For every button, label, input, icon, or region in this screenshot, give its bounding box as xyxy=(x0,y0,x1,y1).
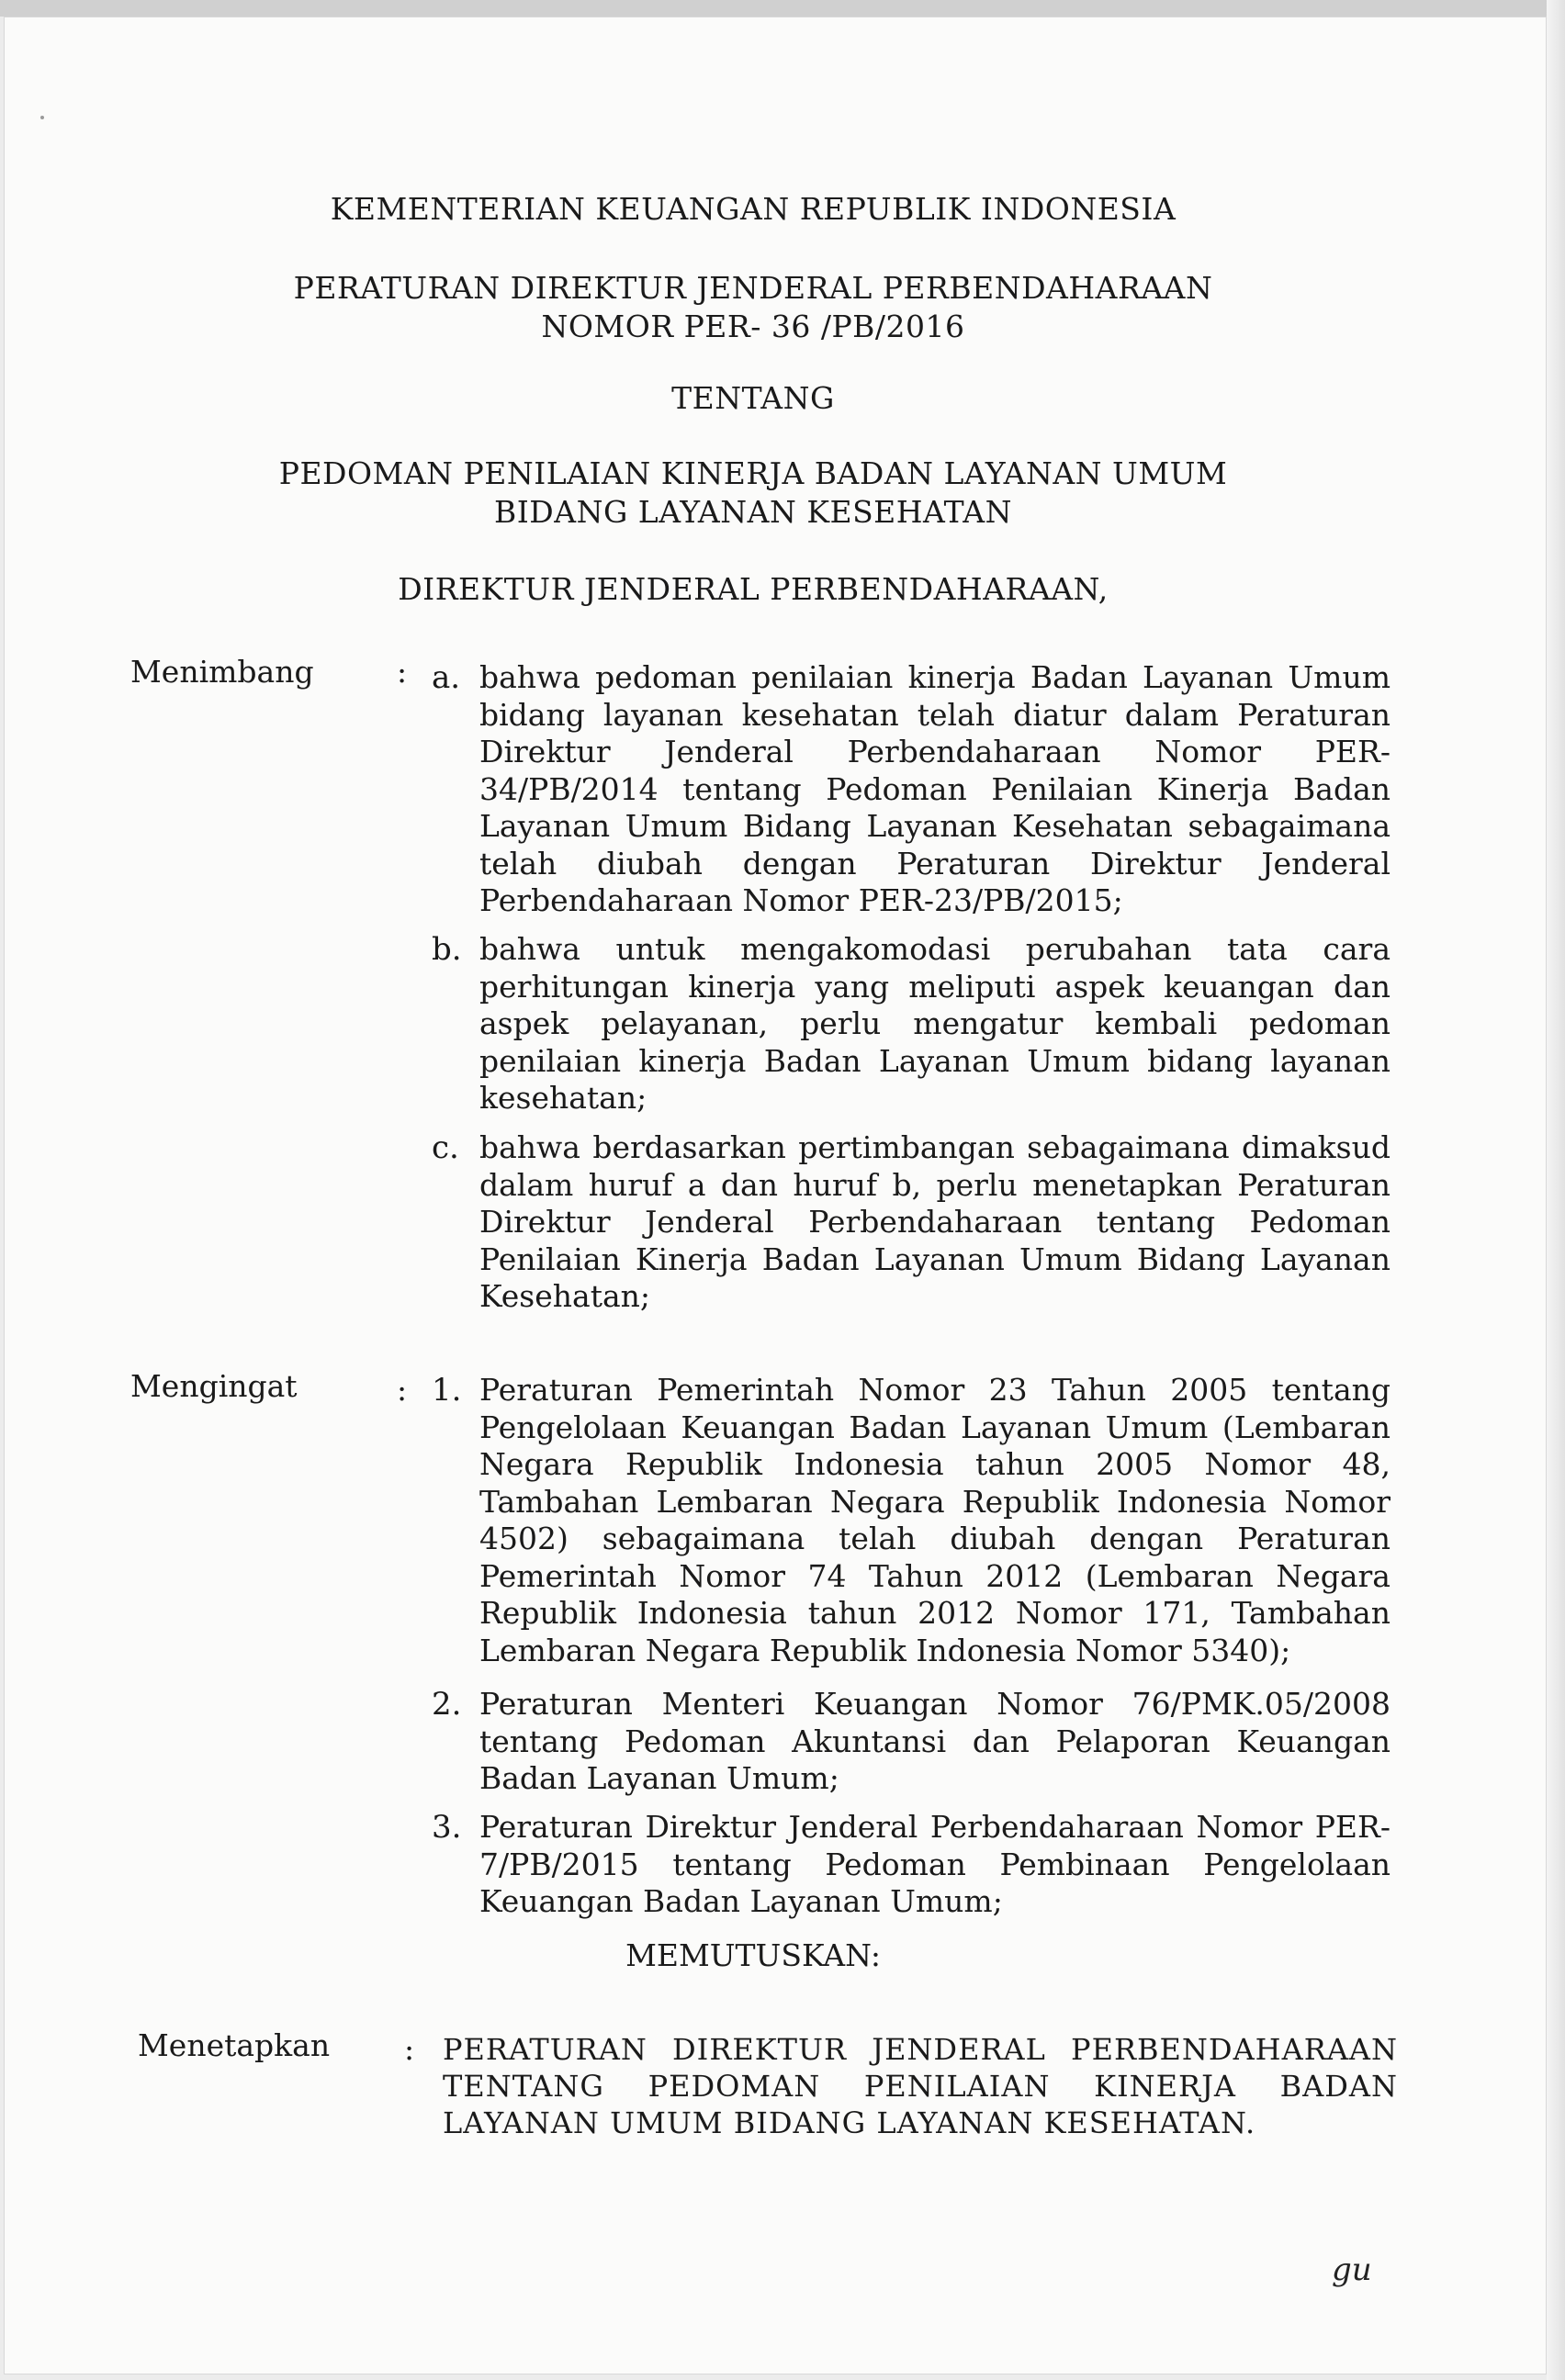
menimbang-c-text: bahwa berdasarkan pertimbangan sebagaimana dimaksud dalam huruf a dan huruf b, perlu menetapkan Peraturan Direktur Jenderal Perbendaharaan tentang Pedoman Penilaian Kinerja Badan Layanan Umum Bidang Layanan Kesehatan; xyxy=(479,1129,1390,1314)
subject-line-2: BIDANG LAYANAN KESEHATAN xyxy=(494,494,1012,530)
menimbang-b-marker: b. xyxy=(432,931,462,968)
scan-top-edge xyxy=(0,0,1565,17)
mengingat-3-text: Peraturan Direktur Jenderal Perbendaharaan Nomor PER-7/PB/2015 tentang Pedoman Pembinaan Pengelolaan Keuangan Badan Layanan Umum; xyxy=(479,1809,1390,1919)
menimbang-a-marker: a. xyxy=(432,659,461,696)
menetapkan-label: Menetapkan xyxy=(138,2027,331,2063)
menimbang-b-text: bahwa untuk mengakomodasi perubahan tata cara perhitungan kinerja yang meliputi aspek keuangan dan aspek pelayanan, perlu mengatur kembali pedoman penilaian kinerja Badan Layanan Umum bidang layanan kesehatan; xyxy=(479,931,1390,1116)
menimbang-c-marker: c. xyxy=(432,1129,459,1166)
subject-line-1: PEDOMAN PENILAIAN KINERJA BADAN LAYANAN UMUM xyxy=(278,455,1228,491)
mengingat-2-text: Peraturan Menteri Keuangan Nomor 76/PMK.05/2008 tentang Pedoman Akuntansi dan Pelaporan Keuangan Badan Layanan Umum; xyxy=(479,1686,1390,1796)
mengingat-colon: : xyxy=(397,1372,408,1408)
mengingat-1-marker: 1. xyxy=(432,1372,462,1409)
regulation-number: NOMOR PER- 36 /PB/2016 xyxy=(541,309,965,344)
scan-speck xyxy=(40,116,44,119)
tentang-heading: TENTANG xyxy=(671,380,835,416)
mengingat-label: Mengingat xyxy=(130,1368,298,1404)
menimbang-a-text: bahwa pedoman penilaian kinerja Badan Layanan Umum bidang layanan kesehatan telah diatur dalam Peraturan Direktur Jenderal Perbendaharaan Nomor PER-34/PB/2014 tentang Pedoman Penilaian Kinerja Badan Layanan Umum Bidang Layanan Kesehatan sebagaimana telah diubah dengan Peraturan Direktur Jenderal Perbendaharaan Nomor PER-23/PB/2015; xyxy=(479,659,1390,918)
menetapkan-text: PERATURAN DIREKTUR JENDERAL PERBENDAHARAAN TENTANG PEDOMAN PENILAIAN KINERJA BADAN LAYANAN UMUM BIDANG LAYANAN KESEHATAN. xyxy=(443,2032,1398,2140)
mengingat-3-marker: 3. xyxy=(432,1809,462,1846)
issuer-heading: DIREKTUR JENDERAL PERBENDAHARAAN, xyxy=(398,571,1109,607)
menetapkan-colon: : xyxy=(404,2031,415,2067)
ministry-heading: KEMENTERIAN KEUANGAN REPUBLIK INDONESIA xyxy=(330,191,1177,227)
menimbang-label: Menimbang xyxy=(130,654,314,690)
menimbang-colon: : xyxy=(397,654,408,690)
mengingat-1-text: Peraturan Pemerintah Nomor 23 Tahun 2005 tentang Pengelolaan Keuangan Badan Layanan Umum (Lembaran Negara Republik Indonesia tahun 2005 Nomor 48, Tambahan Lembaran Negara Republik Indonesia Nomor 4502) sebagaimana telah diubah dengan Peraturan Pemerintah Nomor 74 Tahun 2012 (Lembaran Negara Republik Indonesia tahun 2012 Nomor 171, Tambahan Lembaran Negara Republik Indonesia Nomor 5340); xyxy=(479,1372,1390,1668)
initial-paraf: gu xyxy=(1332,2251,1372,2288)
memutuskan-heading: MEMUTUSKAN: xyxy=(625,1937,881,1973)
mengingat-2-marker: 2. xyxy=(432,1686,462,1723)
regulation-title: PERATURAN DIREKTUR JENDERAL PERBENDAHARAAN xyxy=(293,270,1213,306)
scan-right-edge xyxy=(1547,0,1565,2380)
